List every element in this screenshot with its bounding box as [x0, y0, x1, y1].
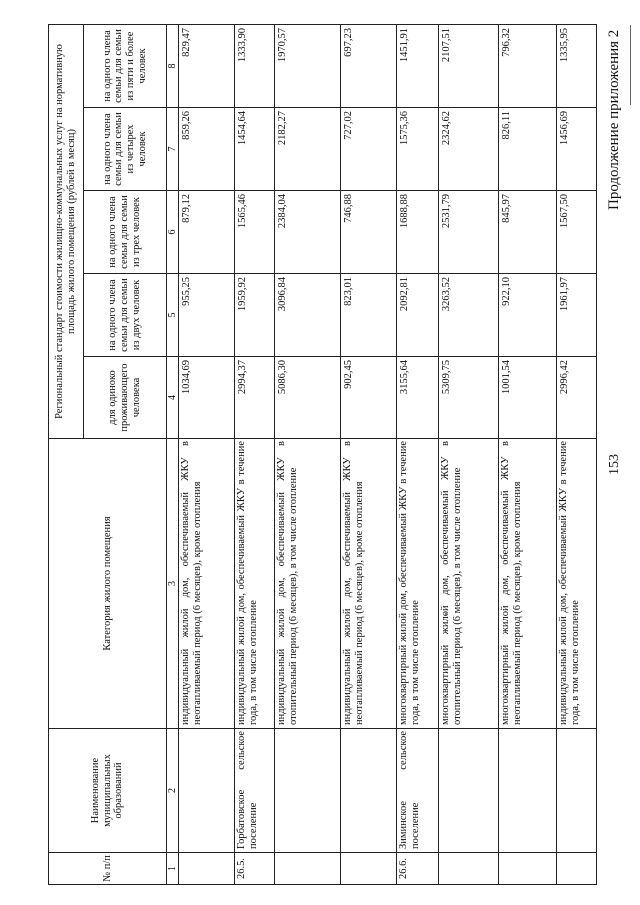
row-number: 26.6.: [397, 853, 439, 885]
value-family-4: 2182,27: [275, 108, 341, 191]
value-single: 3155,64: [397, 357, 439, 439]
col-index: 5: [167, 274, 179, 357]
value-family-3: 1567,50: [557, 191, 597, 274]
value-family-4: 727,02: [341, 108, 397, 191]
housing-category: многоквартирный жилой дом, обеспечиваемый ЖКУ в неотапливаемый период (6 месяцев), кроме отопления: [499, 439, 557, 729]
value-single: 902,45: [341, 357, 397, 439]
row-number: [439, 853, 499, 885]
value-family-5: 1451,91: [397, 24, 439, 107]
value-family-2: 3263,52: [439, 274, 499, 357]
housing-category: индивидуальный жилой дом, обеспечиваемый ЖКУ в отопительный период (6 месяцев), в том числе отопление: [275, 439, 341, 729]
municipality-name: Зиминское сельское поселение: [397, 729, 439, 853]
header-name: Наименование муниципальных образований: [49, 729, 167, 853]
table-row: [275, 24, 341, 884]
top-rule: [630, 25, 631, 105]
value-family-3: 845,97: [499, 191, 557, 274]
row-number: [341, 853, 397, 885]
col-index: 1: [167, 853, 179, 885]
table-row: [179, 24, 235, 884]
value-single: 1001,54: [499, 357, 557, 439]
row-number: [179, 853, 235, 885]
housing-category: многоквартирный жилой дом, обеспечиваемый ЖКУ в отопительный период (6 месяцев), в том числе отопление: [439, 439, 499, 729]
municipality-name: [341, 729, 397, 853]
municipality-name: Горбатовское сельское поселение: [235, 729, 275, 853]
header-category: Категория жилого помещения: [49, 439, 167, 729]
value-family-4: 859,26: [179, 108, 235, 191]
value-family-2: 922,10: [499, 274, 557, 357]
value-family-4: 826,11: [499, 108, 557, 191]
value-family-2: 1961,97: [557, 274, 597, 357]
value-family-3: 1565,46: [235, 191, 275, 274]
value-family-5: 796,32: [499, 24, 557, 107]
col-index: 6: [167, 191, 179, 274]
value-family-2: 823,01: [341, 274, 397, 357]
col-index: 2: [167, 729, 179, 853]
col-index: 4: [167, 357, 179, 439]
value-single: 2996,42: [557, 357, 597, 439]
column-index-row: [167, 24, 179, 884]
value-family-2: 2092,81: [397, 274, 439, 357]
value-family-5: 697,23: [341, 24, 397, 107]
housing-category: индивидуальный жилой дом, обеспечиваемый ЖКУ в неотапливаемый период (6 месяцев), кроме отопления: [341, 439, 397, 729]
value-family-5: 1333,90: [235, 24, 275, 107]
housing-category: индивидуальный жилой дом, обеспечиваемый ЖКУ в течение года, в том числе отопление: [557, 439, 597, 729]
municipality-name: [499, 729, 557, 853]
value-family-3: 2531,79: [439, 191, 499, 274]
row-number: [499, 853, 557, 885]
value-family-3: 879,12: [179, 191, 235, 274]
value-family-5: 1335,95: [557, 24, 597, 107]
value-single: 1034,69: [179, 357, 235, 439]
value-family-2: 3096,84: [275, 274, 341, 357]
value-single: 5309,75: [439, 357, 499, 439]
housing-category: индивидуальный жилой дом, обеспечиваемый ЖКУ в неотапливаемый период (6 месяцев), кроме отопления: [179, 439, 235, 729]
housing-category: многоквартирный жилой дом, обеспечиваемый ЖКУ в течение года, в том числе отопление: [397, 439, 439, 729]
col-index: 3: [167, 439, 179, 729]
table-row: [235, 24, 275, 884]
table-row: [341, 24, 397, 884]
header-family-4: на одного члена семьи для семьи из четырех человек: [84, 108, 167, 191]
table-row: [439, 24, 499, 884]
row-number: [275, 853, 341, 885]
col-index: 8: [167, 24, 179, 107]
municipality-name: [557, 729, 597, 853]
table-row: [499, 24, 557, 884]
table-row: [397, 24, 439, 884]
header-standard-group: Региональный стандарт стоимости жилищно-коммунальных услуг на нормативную площадь жилого помещения (рублей в месяц): [49, 24, 84, 438]
standard-cost-table: [48, 24, 597, 885]
value-family-5: 829,47: [179, 24, 235, 107]
value-family-2: 955,25: [179, 274, 235, 357]
value-family-4: 1575,36: [397, 108, 439, 191]
municipality-name: [439, 729, 499, 853]
row-number: 26.5.: [235, 853, 275, 885]
value-family-4: 2324,62: [439, 108, 499, 191]
value-family-5: 2107,51: [439, 24, 499, 107]
value-family-3: 1688,88: [397, 191, 439, 274]
housing-category: индивидуальный жилой дом, обеспечиваемый ЖКУ в течение года, в том числе отопление: [235, 439, 275, 729]
municipality-name: [275, 729, 341, 853]
header-family-2: на одного члена семьи для семьи из двух человек: [84, 274, 167, 357]
value-family-2: 1959,92: [235, 274, 275, 357]
header-num: № п/п: [49, 853, 167, 885]
value-family-3: 746,88: [341, 191, 397, 274]
value-family-4: 1454,64: [235, 108, 275, 191]
value-family-3: 2384,04: [275, 191, 341, 274]
row-number: [557, 853, 597, 885]
value-family-5: 1970,57: [275, 24, 341, 107]
table-row: [557, 24, 597, 884]
col-index: 7: [167, 108, 179, 191]
header-family-5: на одного члена семьи для семьи из пяти и более человек: [84, 24, 167, 107]
continuation-label: Продолжение приложения 2: [606, 29, 622, 210]
value-family-4: 1456,69: [557, 108, 597, 191]
header-family-3: на одного члена семьи для семьи из трех человек: [84, 191, 167, 274]
municipality-name: [179, 729, 235, 853]
value-single: 2994,37: [235, 357, 275, 439]
page-number: 153: [607, 454, 622, 475]
value-single: 5086,30: [275, 357, 341, 439]
header-single: для одиноко проживающего человека: [84, 357, 167, 439]
